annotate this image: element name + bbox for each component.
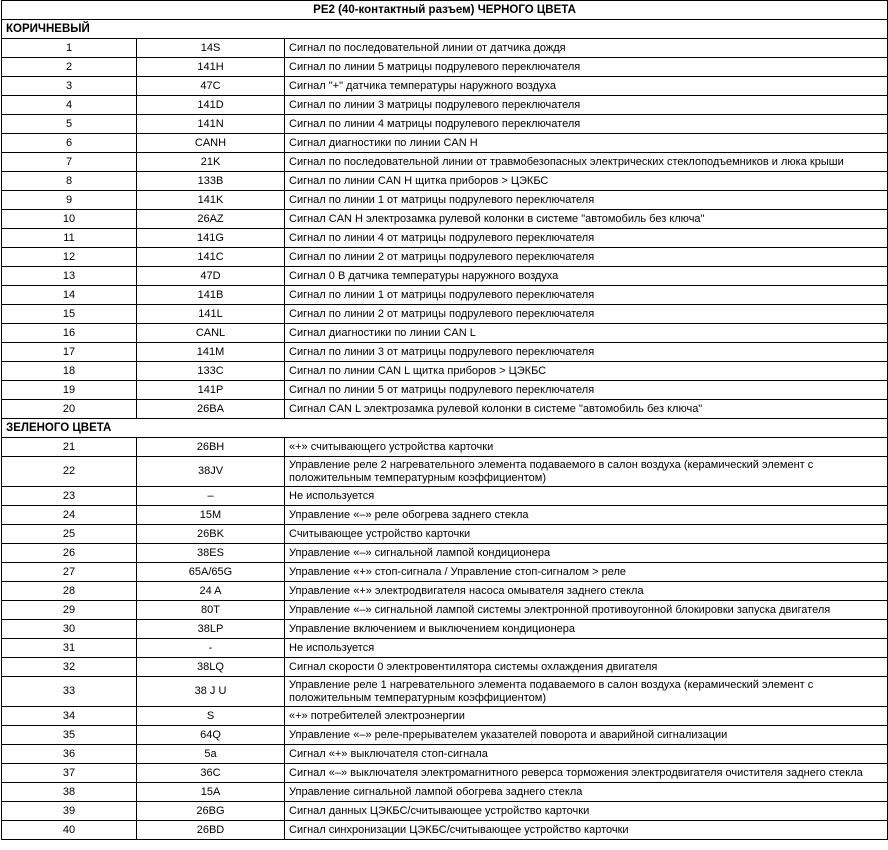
table-row (2, 601, 888, 620)
table-row (2, 821, 888, 840)
pin-number-cell: 24 (2, 506, 137, 525)
table-row (2, 153, 888, 172)
section-header-row (2, 419, 888, 438)
pin-number-cell: 9 (2, 191, 137, 210)
pin-number-cell: 37 (2, 764, 137, 783)
wire-code-cell: 15A (137, 783, 285, 802)
wire-code-cell: 5a (137, 745, 285, 764)
description-cell: Сигнал «+» выключателя стоп-сигнала (285, 745, 888, 764)
wire-code-cell: 38JV (137, 457, 285, 487)
description-cell: «+» потребителей электроэнергии (285, 707, 888, 726)
wire-code-cell: CANL (137, 324, 285, 343)
pin-number-cell: 21 (2, 438, 137, 457)
description-cell: Сигнал по линии CAN L щитка приборов > ЦЭКБС (285, 362, 888, 381)
wire-code-cell: 24 A (137, 582, 285, 601)
table-row (2, 582, 888, 601)
table-row (2, 802, 888, 821)
wire-code-cell: 38 J U (137, 677, 285, 707)
wire-code-cell: 141P (137, 381, 285, 400)
description-cell: Сигнал по линии 2 от матрицы подрулевого переключателя (285, 248, 888, 267)
wire-code-cell: 15M (137, 506, 285, 525)
table-row (2, 172, 888, 191)
table-row (2, 525, 888, 544)
description-cell: Сигнал CAN L электрозамка рулевой колонки в системе "автомобиль без ключа" (285, 400, 888, 419)
section-header-row (2, 20, 888, 39)
pin-number-cell: 30 (2, 620, 137, 639)
wire-code-cell: 26BK (137, 525, 285, 544)
pin-number-cell: 36 (2, 745, 137, 764)
pin-number-cell: 23 (2, 487, 137, 506)
description-cell: Управление реле 1 нагревательного элемента подаваемого в салон воздуха (керамический элемент с положительным температурным коэффициентом) (285, 677, 888, 707)
wire-code-cell: 38LP (137, 620, 285, 639)
description-cell: Сигнал по линии 1 от матрицы подрулевого переключателя (285, 286, 888, 305)
description-cell: Сигнал "+" датчика температуры наружного воздуха (285, 77, 888, 96)
pin-number-cell: 13 (2, 267, 137, 286)
description-cell: Сигнал по линии 3 от матрицы подрулевого переключателя (285, 343, 888, 362)
table-row (2, 305, 888, 324)
wire-code-cell: 26BH (137, 438, 285, 457)
description-cell: Сигнал по линии 4 от матрицы подрулевого переключателя (285, 229, 888, 248)
description-cell: Управление «–» сигнальной лампой системы электронной противоугонной блокировки запуска двигателя (285, 601, 888, 620)
table-row (2, 707, 888, 726)
table-row (2, 77, 888, 96)
description-cell: Управление «–» сигнальной лампой кондиционера (285, 544, 888, 563)
wire-code-cell: 26BD (137, 821, 285, 840)
table-row (2, 506, 888, 525)
table-row (2, 286, 888, 305)
table-row (2, 639, 888, 658)
wire-code-cell: 64Q (137, 726, 285, 745)
description-cell: Управление «+» электродвигателя насоса омывателя заднего стекла (285, 582, 888, 601)
wire-code-cell: 80T (137, 601, 285, 620)
pin-number-cell: 19 (2, 381, 137, 400)
wire-code-cell: 141G (137, 229, 285, 248)
connector-pinout-table (1, 0, 888, 840)
description-cell: Сигнал данных ЦЭКБС/считывающее устройство карточки (285, 802, 888, 821)
pin-number-cell: 31 (2, 639, 137, 658)
table-row (2, 658, 888, 677)
description-cell: Сигнал скорости 0 электровентилятора системы охлаждения двигателя (285, 658, 888, 677)
wire-code-cell: 26BG (137, 802, 285, 821)
pin-number-cell: 38 (2, 783, 137, 802)
title-row (2, 1, 888, 20)
wire-code-cell: - (137, 639, 285, 658)
table-row (2, 563, 888, 582)
table-row (2, 362, 888, 381)
pin-number-cell: 33 (2, 677, 137, 707)
pin-number-cell: 28 (2, 582, 137, 601)
pin-number-cell: 2 (2, 58, 137, 77)
description-cell: Сигнал по линии 2 от матрицы подрулевого переключателя (285, 305, 888, 324)
wire-code-cell: 141D (137, 96, 285, 115)
pin-number-cell: 20 (2, 400, 137, 419)
wire-code-cell: 141C (137, 248, 285, 267)
pin-number-cell: 6 (2, 134, 137, 153)
pin-number-cell: 5 (2, 115, 137, 134)
table-row (2, 764, 888, 783)
wire-code-cell: 14S (137, 39, 285, 58)
pin-number-cell: 25 (2, 525, 137, 544)
table-row (2, 248, 888, 267)
table-row (2, 726, 888, 745)
wire-code-cell: 47D (137, 267, 285, 286)
pin-number-cell: 32 (2, 658, 137, 677)
description-cell: Сигнал 0 В датчика температуры наружного воздуха (285, 267, 888, 286)
table-row (2, 677, 888, 707)
table-body (2, 1, 888, 840)
wire-code-cell: 133B (137, 172, 285, 191)
pin-number-cell: 40 (2, 821, 137, 840)
section-header: ЗЕЛЕНОГО ЦВЕТА (2, 419, 888, 438)
pin-number-cell: 22 (2, 457, 137, 487)
wire-code-cell: 26BA (137, 400, 285, 419)
description-cell: Сигнал по последовательной линии от травмобезопасных электрических стеклоподъемников и люка крыши (285, 153, 888, 172)
pin-number-cell: 10 (2, 210, 137, 229)
description-cell: Сигнал по линии 1 от матрицы подрулевого переключателя (285, 191, 888, 210)
table-title: PE2 (40-контактный разъем) ЧЕРНОГО ЦВЕТА (2, 1, 888, 20)
table-row (2, 343, 888, 362)
wire-code-cell: S (137, 707, 285, 726)
wire-code-cell: 36C (137, 764, 285, 783)
description-cell: Сигнал «–» выключателя электромагнитного реверса торможения электродвигателя очистителя заднего стекла (285, 764, 888, 783)
table-row (2, 457, 888, 487)
table-row (2, 210, 888, 229)
pin-number-cell: 4 (2, 96, 137, 115)
wire-code-cell: 141L (137, 305, 285, 324)
pin-number-cell: 34 (2, 707, 137, 726)
pin-number-cell: 16 (2, 324, 137, 343)
table-row (2, 487, 888, 506)
table-row (2, 96, 888, 115)
description-cell: Сигнал по линии 5 матрицы подрулевого переключателя (285, 58, 888, 77)
table-row (2, 544, 888, 563)
description-cell: Управление реле 2 нагревательного элемента подаваемого в салон воздуха (керамический элемент с положительным температурным коэффициентом) (285, 457, 888, 487)
section-header: КОРИЧНЕВЫЙ (2, 20, 888, 39)
wire-code-cell: 141K (137, 191, 285, 210)
table-row (2, 783, 888, 802)
pin-number-cell: 26 (2, 544, 137, 563)
table-row (2, 438, 888, 457)
pin-number-cell: 8 (2, 172, 137, 191)
description-cell: «+» считывающего устройства карточки (285, 438, 888, 457)
description-cell: Сигнал по линии 3 матрицы подрулевого переключателя (285, 96, 888, 115)
table-row (2, 400, 888, 419)
description-cell: Сигнал диагностики по линии CAN H (285, 134, 888, 153)
description-cell: Сигнал по линии 4 матрицы подрулевого переключателя (285, 115, 888, 134)
description-cell: Сигнал синхронизации ЦЭКБС/считывающее устройство карточки (285, 821, 888, 840)
wire-code-cell: 21K (137, 153, 285, 172)
pin-number-cell: 29 (2, 601, 137, 620)
description-cell: Управление «+» стоп-сигнала / Управление стоп-сигналом > реле (285, 563, 888, 582)
pin-number-cell: 14 (2, 286, 137, 305)
description-cell: Сигнал CAN H электрозамка рулевой колонки в системе "автомобиль без ключа" (285, 210, 888, 229)
table-row (2, 267, 888, 286)
wire-code-cell: 38LQ (137, 658, 285, 677)
wire-code-cell: 141M (137, 343, 285, 362)
description-cell: Управление сигнальной лампой обогрева заднего стекла (285, 783, 888, 802)
description-cell: Не используется (285, 639, 888, 658)
wire-code-cell: 141H (137, 58, 285, 77)
wire-code-cell: 38ES (137, 544, 285, 563)
pin-number-cell: 7 (2, 153, 137, 172)
description-cell: Сигнал по линии 5 от матрицы подрулевого переключателя (285, 381, 888, 400)
wire-code-cell: 26AZ (137, 210, 285, 229)
pin-number-cell: 3 (2, 77, 137, 96)
pin-number-cell: 1 (2, 39, 137, 58)
table-row (2, 191, 888, 210)
pin-number-cell: 15 (2, 305, 137, 324)
wire-code-cell: CANH (137, 134, 285, 153)
wire-code-cell: 141B (137, 286, 285, 305)
pin-number-cell: 39 (2, 802, 137, 821)
pin-number-cell: 11 (2, 229, 137, 248)
description-cell: Сигнал по линии CAN H щитка приборов > ЦЭКБС (285, 172, 888, 191)
description-cell: Сигнал диагностики по линии CAN L (285, 324, 888, 343)
description-cell: Управление «–» реле обогрева заднего стекла (285, 506, 888, 525)
table-row (2, 381, 888, 400)
description-cell: Считывающее устройство карточки (285, 525, 888, 544)
wire-code-cell: 65A/65G (137, 563, 285, 582)
pin-number-cell: 17 (2, 343, 137, 362)
table-row (2, 115, 888, 134)
description-cell: Управление «–» реле-прерывателем указателей поворота и аварийной сигнализации (285, 726, 888, 745)
description-cell: Не используется (285, 487, 888, 506)
table-row (2, 229, 888, 248)
description-cell: Сигнал по последовательной линии от датчика дождя (285, 39, 888, 58)
wire-code-cell: – (137, 487, 285, 506)
description-cell: Управление включением и выключением кондиционера (285, 620, 888, 639)
table-row (2, 39, 888, 58)
pin-number-cell: 12 (2, 248, 137, 267)
table-row (2, 134, 888, 153)
table-row (2, 745, 888, 764)
table-row (2, 324, 888, 343)
pin-number-cell: 18 (2, 362, 137, 381)
table-row (2, 58, 888, 77)
pin-number-cell: 27 (2, 563, 137, 582)
pin-number-cell: 35 (2, 726, 137, 745)
table-row (2, 620, 888, 639)
wire-code-cell: 141N (137, 115, 285, 134)
wire-code-cell: 133C (137, 362, 285, 381)
wire-code-cell: 47C (137, 77, 285, 96)
